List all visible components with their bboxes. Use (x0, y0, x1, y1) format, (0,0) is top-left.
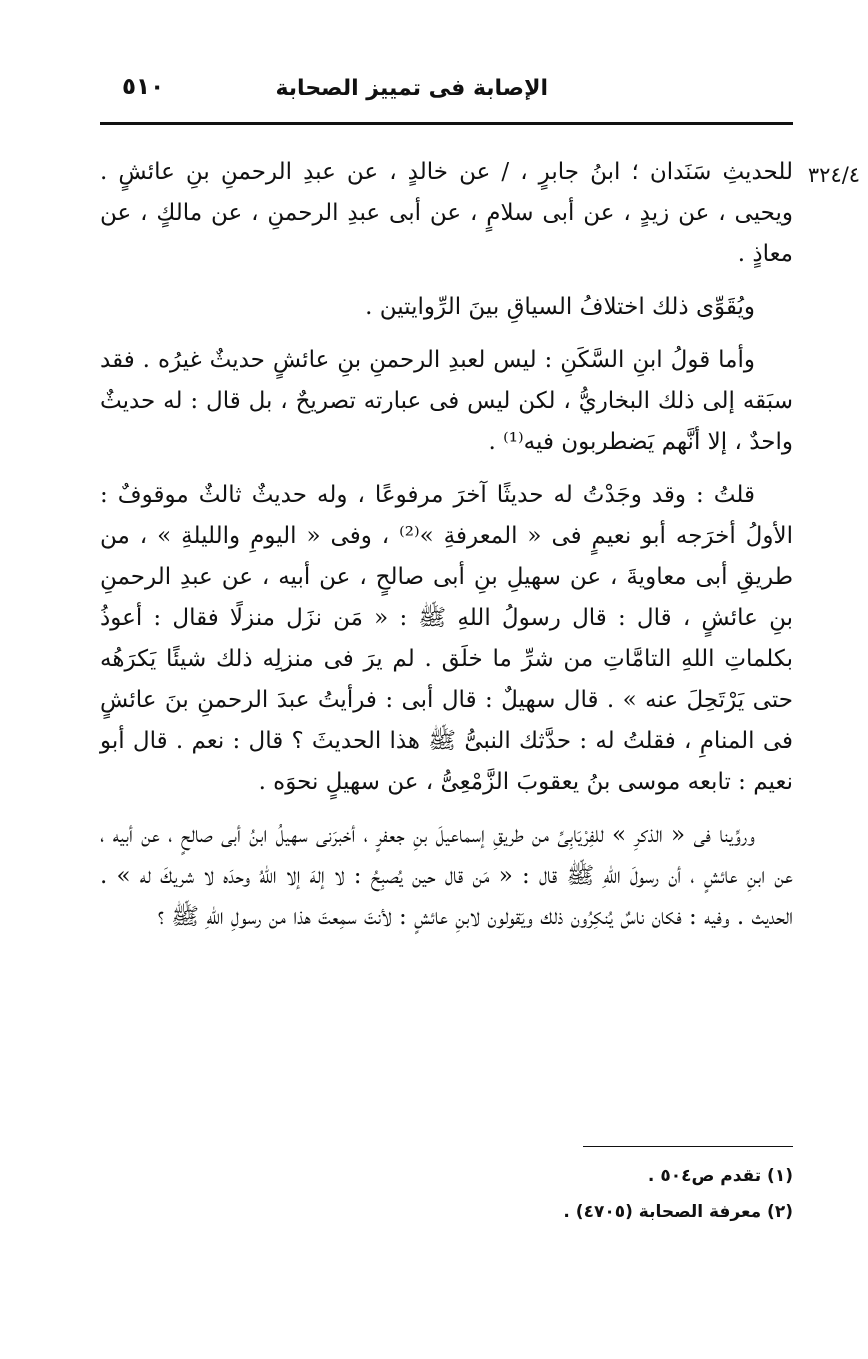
header-rule (100, 122, 793, 125)
page-header (100, 70, 793, 110)
page-number: ٥١٠ (122, 74, 165, 100)
footnote-2: (٢) معرفة الصحابة (٤٧٠٥) . (563, 1202, 793, 1222)
footnote-rule (583, 1146, 793, 1147)
footnotes (100, 1158, 793, 1230)
paragraph-1: للحديثِ سَنَدان ؛ ابنُ جابرٍ ، / عن خالدٍ ، عن عبدِ الرحمنِ بنِ عائشٍ . ويحيى ، عن زيدٍ ، عن أبى سلامٍ ، عن أبى عبدِ الرحمنِ ، عن مالكٍ ، عن معاذٍ . (100, 159, 793, 267)
paragraph-2: ويُقَوِّى ذلك اختلافُ السياقِ بينَ الرِّوايتين . (365, 294, 755, 320)
paragraph-5: وروِّينا فى « الذكرِ » للفِرْيَابِىِّ من طريقِ إسماعيلَ بنِ جعفرٍ ، أخبرَنى سهيلُ ابنُ أبى صالحٍ ، عن أبيه ، عن ابنِ عائشٍ ، أن رسولَ اللهِ ﷺ قال : « مَن قال حين يُصبِحُ : لا إلهَ إلا اللهُ وحدَه لا شريكَ له » . الحديث . وفيه : فكان ناسٌ يُنكِرُون ذلك ويَقولون لابنِ عائشٍ : لأنتَ سمِعتَ هذا من رسولِ اللهِ ﷺ ؟ (100, 822, 793, 930)
running-title: الإصابة فى تمييز الصحابة (275, 76, 548, 101)
footnote-1: (١) تقدم ص٥٠٤ . (647, 1166, 793, 1186)
paragraph-4: قلتُ : وقد وجَدْتُ له حديثًا آخرَ مرفوعًا ، وله حديثٌ ثالثٌ موقوفٌ : الأولُ أخرَجه أبو نعيمٍ فى « المعرفةِ »⁽²⁾ ، وفى « اليومِ والليلةِ » ، من طريقِ أبى معاويةَ ، عن سهيلِ بنِ أبى صالحٍ ، عن أبيه ، عن عبدِ الرحمنِ بنِ عائشٍ ، قال : قال رسولُ اللهِ ﷺ : « مَن نزَل منزلًا فقال : أعوذُ بكلماتِ اللهِ التامَّاتِ من شرِّ ما خلَق . لم يرَ فى منزلِه ذلك شيئًا يَكرَهُه حتى يَرْتَحِلَ عنه » . قال سهيلٌ : قال أبى : فرأيتُ عبدَ الرحمنِ بنَ عائشٍ فى المنامِ ، فقلتُ له : حدَّثك النبىُّ ﷺ هذا الحديثَ ؟ قال : نعم . قال أبو نعيم : تابعه موسى بنُ يعقوبَ الزَّمْعِىُّ ، عن سهيلٍ نحوَه . (100, 482, 793, 795)
margin-reference: ٣٢٤/٤ (807, 163, 861, 187)
paragraph-3: وأما قولُ ابنِ السَّكَنِ : ليس لعبدِ الرحمنِ بنِ عائشٍ حديثٌ غيرُه . فقد سبَقه إلى ذلك البخاريُّ ، لكن ليس فى عبارته تصريحٌ ، بل قال : له حديثٌ واحدٌ ، إلا أنَّهم يَضطربون فيه⁽¹⁾ . (100, 347, 793, 455)
main-text (100, 152, 793, 950)
